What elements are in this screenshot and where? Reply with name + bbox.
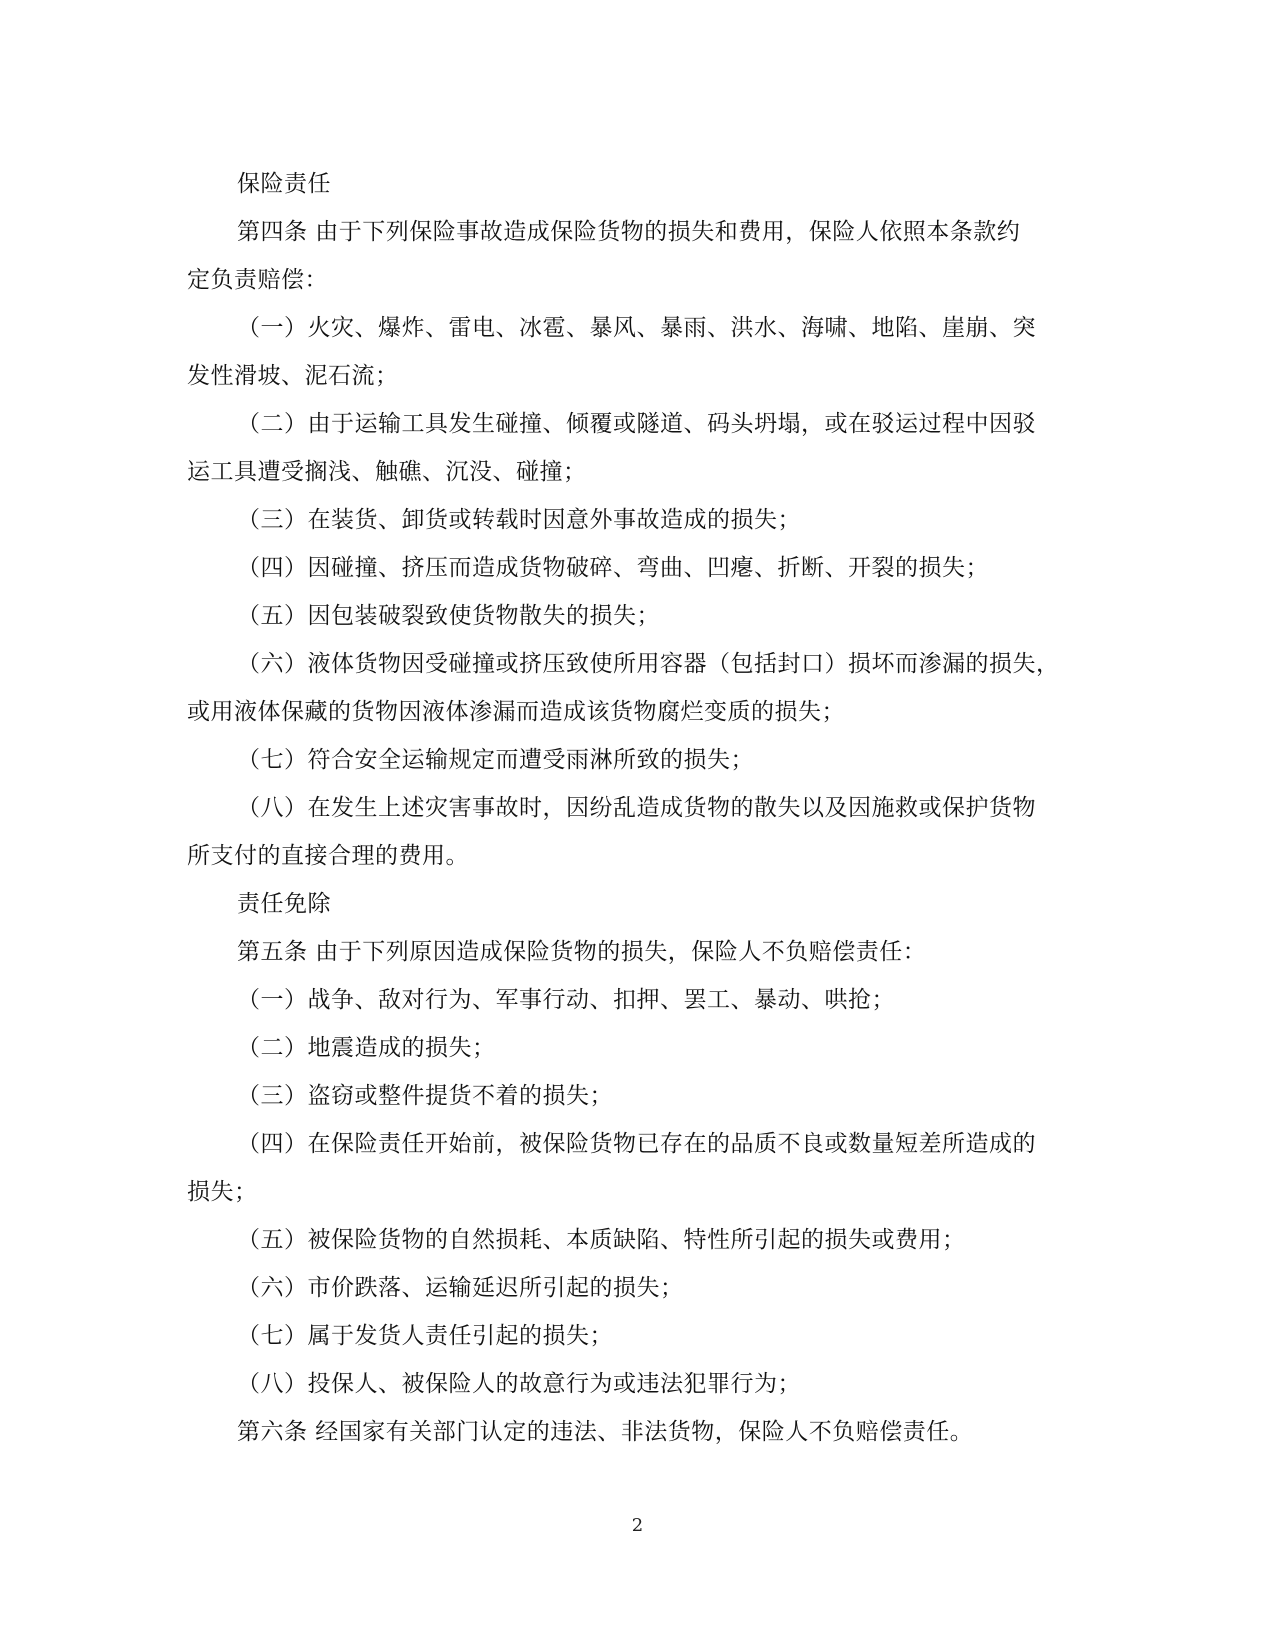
exclusion-item-5: （五）被保险货物的自然损耗、本质缺陷、特性所引起的损失或费用； [237,1227,966,1253]
liability-item-8-line-2: 所支付的直接合理的费用。 [187,843,469,869]
liability-item-4: （四）因碰撞、挤压而造成货物破碎、弯曲、凹瘪、折断、开裂的损失； [237,555,989,581]
exclusion-item-4-line-2: 损失； [187,1179,258,1205]
liability-item-5: （五）因包装破裂致使货物散失的损失； [237,603,660,629]
exclusion-item-3: （三）盗窃或整件提货不着的损失； [237,1083,613,1109]
liability-item-7: （七）符合安全运输规定而遭受雨淋所致的损失； [237,747,754,773]
exclusion-item-6: （六）市价跌落、运输延迟所引起的损失； [237,1275,684,1301]
liability-item-2-line-1: （二）由于运输工具发生碰撞、倾覆或隧道、码头坍塌，或在驳运过程中因驳 [237,411,1036,437]
article-6: 第六条 经国家有关部门认定的违法、非法货物，保险人不负赔偿责任。 [237,1419,974,1445]
liability-item-2-line-2: 运工具遭受搁浅、触礁、沉没、碰撞； [187,459,587,485]
liability-item-3: （三）在装货、卸货或转载时因意外事故造成的损失； [237,507,801,533]
article-4-line-1: 第四条 由于下列保险事故造成保险货物的损失和费用，保险人依照本条款约 [237,219,1021,245]
section-heading-exclusions: 责任免除 [237,891,331,917]
document-body [187,160,1067,1456]
exclusion-item-8: （八）投保人、被保险人的故意行为或违法犯罪行为； [237,1371,801,1397]
liability-item-8-line-1: （八）在发生上述灾害事故时，因纷乱造成货物的散失以及因施救或保护货物 [237,795,1036,821]
exclusion-item-1: （一）战争、敌对行为、军事行动、扣押、罢工、暴动、哄抢； [237,987,895,1013]
exclusion-item-2: （二）地震造成的损失； [237,1035,496,1061]
article-4-line-2: 定负责赔偿： [187,267,328,293]
liability-item-1-line-1: （一）火灾、爆炸、雷电、冰雹、暴风、暴雨、洪水、海啸、地陷、崖崩、突 [237,315,1036,341]
article-5: 第五条 由于下列原因造成保险货物的损失，保险人不负赔偿责任： [237,939,927,965]
page-number: 2 [631,1515,644,1536]
liability-item-6-line-2: 或用液体保藏的货物因液体渗漏而造成该货物腐烂变质的损失； [187,699,845,725]
exclusion-item-4-line-1: （四）在保险责任开始前，被保险货物已存在的品质不良或数量短差所造成的 [237,1131,1036,1157]
section-heading-insurance-liability: 保险责任 [237,171,331,197]
exclusion-item-7: （七）属于发货人责任引起的损失； [237,1323,613,1349]
liability-item-6-line-1: （六）液体货物因受碰撞或挤压致使所用容器（包括封口）损坏而渗漏的损失， [237,651,1060,677]
liability-item-1-line-2: 发性滑坡、泥石流； [187,363,399,389]
